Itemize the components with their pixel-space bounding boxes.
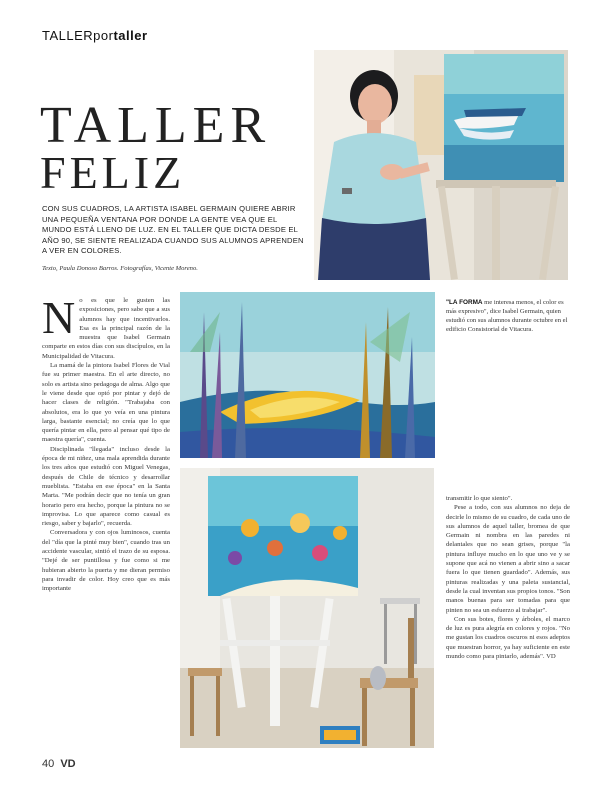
photo-caption	[446, 298, 570, 334]
caption-text: me interesa menos, el color es más expresivo", dice Isabel Germain, quien estudió con sus alumnos durante octubre en el edificio Consistorial de Vitacura.	[446, 299, 568, 333]
col1-paragraph-3: Disciplinada "llegada" incluso desde la época de mi niñez, una mala aprendida durante los tres años que estudió con Miguel Venegas, después de Chile de técnico y desarrollar mueblista. "Estaba en ese época" en la Santa Marta. "Me podrán decir que no tenía un gran horario pero era hecho, porque la pintura no se improvisa. Lo que aparece como casual es riesgo, saber y bajarlo", recuerda.	[42, 445, 170, 528]
article-column-1	[42, 292, 170, 594]
col3-paragraph-1: transmitir lo que siento".	[446, 495, 513, 502]
section-mid: por	[93, 28, 114, 43]
article-title-line1: TALLER	[40, 97, 272, 154]
article-credits: Texto, Paula Donoso Barros. Fotografías, Vicente Moreno.	[42, 265, 198, 272]
studio-easel-illustration	[180, 468, 434, 748]
artist-portrait-illustration	[314, 50, 568, 280]
section-suffix: taller	[113, 28, 148, 43]
article-title-line2: FELIZ	[40, 147, 186, 198]
section-header	[42, 28, 148, 43]
landscape-painting-illustration	[180, 292, 435, 458]
col1-paragraph-1: o es que le gusten las exposiciones, pero sabe que a sus alumnos hay que incentivarlos. Esa es la principal razón de la muestra que Isabel Germain comparte en estos días con sus discípulos, en la Municipalidad de Vitacura.	[42, 297, 170, 360]
col1-paragraph-2: La mamá de la pintora Isabel Flores de Vial fue su primer maestra. En el arte directo, no solo es artista sino pedagoga de alma. Algo que le viene desde que optó por pintar y dejó de hacer clases de religión. "Trabajaba con absolutos, era lo que yo veía en una pintura larga, bastante esencial; no creía que lo que quería pintar en ella, pero al pensar qué tipo de maestra quería", cuenta.	[42, 362, 170, 444]
magazine-name: VD	[60, 758, 76, 770]
page-footer	[42, 758, 76, 770]
drop-cap: N	[42, 292, 76, 343]
studio-easel-photo	[180, 468, 434, 748]
article-column-3	[446, 494, 570, 661]
col3-paragraph-2: Pese a todo, con sus alumnos no deja de decirle lo mismo de su cuadro, de cada uno de sus alumnos de aquel taller, bromea de que Germain ni nombra en las paredes ni delantales que no sean grises, porque "la pintura influye mucho en lo que uno ve y se supone que acá no vienen a abrir sino a sacar fuera lo que tienen guardado". Además, sus pinturas realizadas y una paleta sustancial, desde la cual inventan sus propios tonos. "Son manos buenas para ser tomadas para que pinten no sea un esfuerzo al trabajar".	[446, 504, 570, 614]
caption-bold: "LA FORMA	[446, 299, 483, 306]
page-number: 40	[42, 758, 55, 770]
article-lead: CON SUS CUADROS, LA ARTISTA ISABEL GERMAIN QUIERE ABRIR UNA PEQUEÑA VENTANA POR DONDE LA GENTE VEA QUE EL MUNDO ESTÁ LLENO DE LUZ. EN EL TALLER QUE DICTA DESDE EL AÑO 90, SE SIENTE REALIZADA CUANDO SUS ALUMNOS APRENDEN A VER EN COLORES.	[42, 204, 304, 256]
artist-portrait-photo	[314, 50, 568, 280]
col1-paragraph-4: Conversadora y con ojos luminosos, cuenta del "día que la pinté muy bien", cuando tras un accidente vascular, sintió el trazo de su esposa. "Dejé de ser puntillosa y fue como si me hubieran abierto la puerta y me dieran permiso para invadir de color. Hoy creo que es más importante	[42, 529, 170, 593]
landscape-painting-photo	[180, 292, 435, 458]
section-prefix: TALLER	[42, 28, 94, 43]
col3-paragraph-3: Con sus botes, flores y árboles, el marco de luz es pura alegría en colores y rojos. "No me gustan los cuadros oscuros ni esos adeptos que muestran horror, ya hay suficiente en este mundo como para pintarlo, además". VD	[446, 615, 570, 661]
